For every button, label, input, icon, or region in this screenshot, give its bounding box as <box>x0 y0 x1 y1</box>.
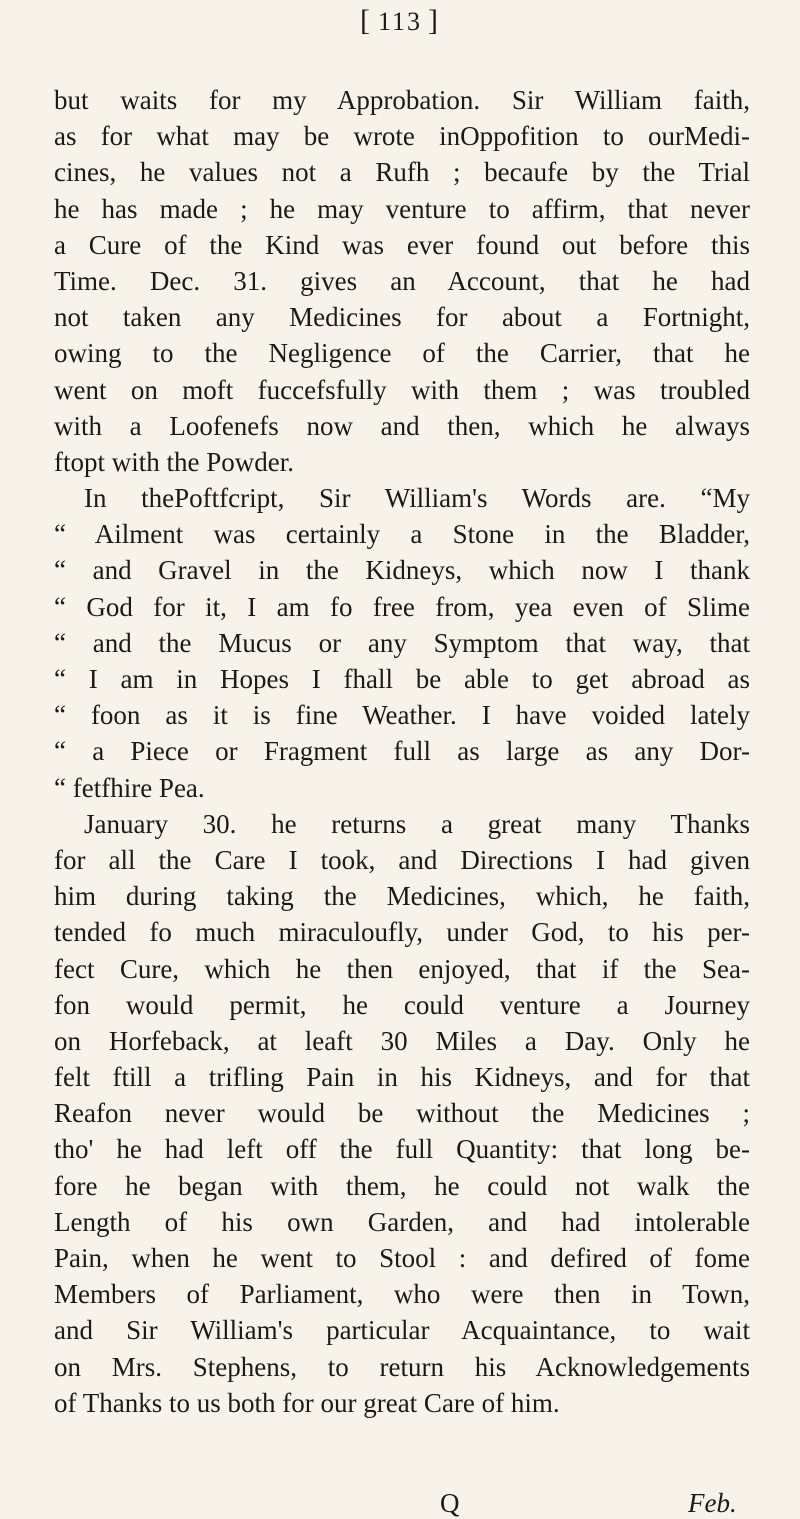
page-number: 113 <box>377 7 423 36</box>
page-header <box>0 4 800 38</box>
catchword: Feb. <box>688 1488 737 1518</box>
text-line: “ and the Mucus or any Symptom that way, that <box>54 627 750 658</box>
text-line: Reafon never would be without the Medicines ; <box>54 1098 750 1129</box>
text-line: Pain, when he went to Stool : and defired of fome <box>54 1243 750 1273</box>
text-line: “ a Piece or Fragment full as large as any Dor- <box>54 736 750 767</box>
text-line: owing to the Negligence of the Carrier, that he <box>54 338 750 369</box>
text-line: not taken any Medicines for about a Fortnight, <box>54 302 750 333</box>
text-line: “ God for it, I am fo free from, yea even of Slime <box>54 591 750 622</box>
text-line: Length of his own Garden, and had intolerable <box>54 1206 750 1237</box>
text-line: felt ftill a trifling Pain in his Kidneys, and for that <box>54 1062 750 1093</box>
text-line: “ foon as it is fine Weather. I have voided lately <box>54 700 750 731</box>
text-line: tho' he had left off the full Quantity: that long be- <box>54 1134 750 1165</box>
text-line: Members of Parliament, who were then in Town, <box>54 1279 750 1310</box>
text-line: he has made ; he may venture to affirm, that never <box>54 193 750 224</box>
text-line: a Cure of the Kind was ever found out before this <box>54 229 750 260</box>
text-line: with a Loofenefs now and then, which he always <box>54 410 750 441</box>
signature-mark: Q <box>440 1488 460 1518</box>
text-line: In thePoftfcript, Sir William's Words are. “My <box>84 483 750 514</box>
text-line: went on moft fuccefsfully with them ; was troubled <box>54 374 750 405</box>
text-line: but waits for my Approbation. Sir William faith, <box>54 85 750 115</box>
text-line: of Thanks to us both for our great Care of him. <box>54 1387 560 1418</box>
text-line: “ and Gravel in the Kidneys, which now I thank <box>54 555 750 586</box>
text-line: on Mrs. Stephens, to return his Acknowledgements <box>54 1351 750 1382</box>
text-line: Time. Dec. 31. gives an Account, that he had <box>54 265 750 296</box>
text-line: “ Ailment was certainly a Stone in the Bladder, <box>54 519 750 550</box>
text-line: and Sir William's particular Acquaintance, to wait <box>54 1315 750 1346</box>
text-line: for all the Care I took, and Directions I had given <box>54 844 750 875</box>
text-line: fect Cure, which he then enjoyed, that if the Sea- <box>54 953 750 984</box>
text-line: as for what may be wrote inOppofition to ourMedi- <box>54 121 750 152</box>
text-line: fon would permit, he could venture a Journey <box>54 989 750 1020</box>
text-line: January 30. he returns a great many Thanks <box>84 808 750 839</box>
page-footer <box>0 1488 800 1518</box>
text-line: him during taking the Medicines, which, he faith, <box>54 881 750 912</box>
text-line: tended fo much miraculoufly, under God, to his per- <box>54 917 750 948</box>
text-line: on Horfeback, at leaft 30 Miles a Day. Only he <box>54 1025 750 1056</box>
bracket-close: ] <box>428 4 441 37</box>
page-body <box>54 82 750 1421</box>
text-line: “ fetfhire Pea. <box>54 772 205 803</box>
text-line: ftopt with the Powder. <box>54 446 294 477</box>
text-line: cines, he values not a Rufh ; becaufe by the Trial <box>54 157 750 188</box>
text-line: fore he began with them, he could not walk the <box>54 1170 750 1201</box>
bracket-open: [ <box>359 4 372 37</box>
text-line: “ I am in Hopes I fhall be able to get abroad as <box>54 664 750 694</box>
